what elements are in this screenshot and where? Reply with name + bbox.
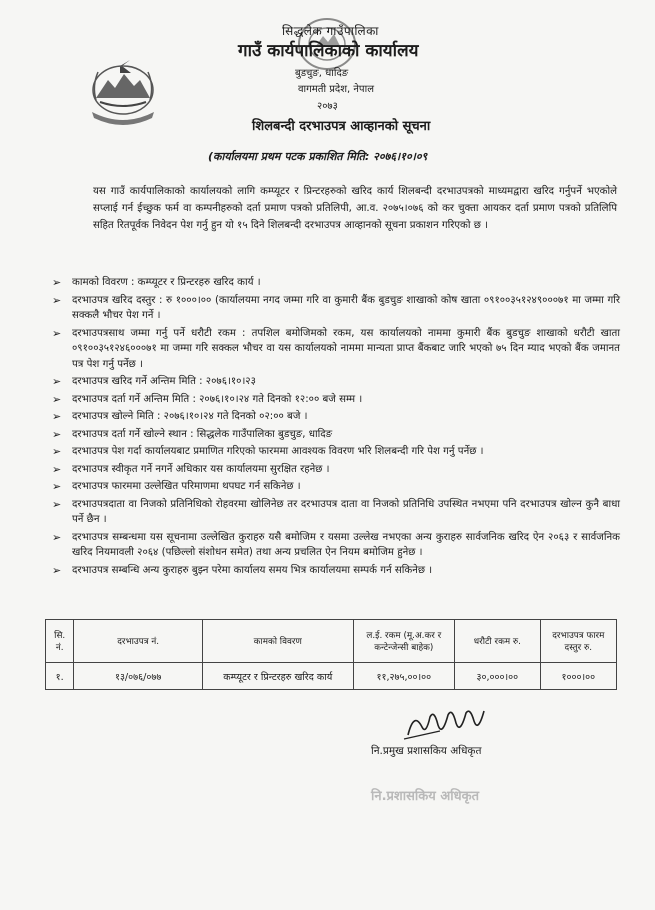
list-item: [50, 275, 620, 291]
list-item: [50, 462, 620, 478]
faded-stamp: नि.प्रशासकिय अधिकृत: [371, 789, 480, 804]
tender-table: [45, 619, 617, 690]
arrow-icon: ➢: [52, 293, 62, 307]
list-item: [50, 374, 620, 390]
arrow-icon: ➢: [52, 445, 62, 458]
nepal-emblem-icon: [82, 46, 164, 126]
list-item: [50, 497, 620, 528]
signatory-title: नि.प्रमुख प्रशासकिय अधिकृत: [371, 745, 482, 757]
arrow-icon: ➢: [52, 392, 62, 406]
table-header-row: [46, 620, 617, 663]
list-item: [50, 444, 620, 460]
arrow-icon: ➢: [52, 497, 62, 511]
list-item: [50, 427, 620, 443]
list-item-text: दरभाउपत्र स्वीकृत गर्ने नगर्ने अधिकार यस कार्यालयमा सुरक्षित रहनेछ ।: [72, 463, 330, 475]
cell-deposit: ३०,०००।००: [455, 663, 541, 690]
arrow-icon: ➢: [52, 462, 62, 476]
list-item: [50, 530, 620, 561]
list-item: [50, 326, 620, 373]
col-estimate: ल.ई. रकम (मू.अ.कर र कन्टेन्जेन्सी बाहेक): [353, 620, 454, 663]
office-location: बुडचुङ, धादिङ: [295, 68, 349, 79]
list-item-text: दरभाउपत्र खरिद गर्ने अन्तिम मिति : २०७६।१०।२३: [72, 376, 256, 387]
cell-description: कम्प्यूटर र प्रिन्टरहरु खरिद कार्य: [202, 663, 353, 690]
arrow-icon: ➢: [52, 276, 62, 289]
list-item-text: दरभाउपत्र दर्ता गर्ने खोल्ने स्थान : सिद्धलेक गाउँपालिका बुडचुङ, धादिङ: [72, 428, 333, 440]
establishment-year: २०७३: [317, 101, 338, 112]
list-item: [50, 479, 620, 495]
list-item-text: कामको विवरण : कम्प्यूटर र प्रिन्टरहरु खरिद कार्य ।: [72, 277, 261, 288]
intro-paragraph: यस गाउँ कार्यपालिकाको कार्यालयको लागि कम्प्यूटर र प्रिन्टरहरुको खरिद कार्य शिलबन्दी दरभाउपत्रको माध्यमद्वारा खरिद गर्नुपर्ने भएकोले सप्लाई गर्न ईच्छुक फर्म वा कम्पनीहरुको दर्ता प्रमाण पत्रको प्रतिलिपी, आ.व. २०७५।०७६ को कर चुक्ता आयकर दर्ता प्रमाण पत्रको प्रतिलिपि सहित रितपूर्वक निवेदन पेश गर्नु हुन यो १५ दिने शिलबन्दी दरभाउपत्र आव्हानको सूचना प्रकाशन गरिएको छ ।: [93, 186, 617, 231]
list-item-text: दरभाउपत्र सम्बन्धमा यस सूचनामा उल्लेखित कुराहरु यसै बमोजिम र यसमा उल्लेख नभएका अन्य कुराहरु सार्वजनिक खरिद ऐन २०६३ र सार्वजनिक खरिद नियमावली २०६४ (पछिल्लो संशोधन समेत) तथा अन्य प्रचलित ऐन नियम बमोजिम हुनेछ ।: [72, 531, 620, 558]
terms-list: [50, 275, 620, 580]
list-item-text: दरभाउपत्र खोल्ने मिति : २०७६।१०।२४ गते दिनको ०२:०० बजे ।: [72, 411, 308, 422]
cell-serial: १.: [46, 663, 74, 690]
list-item-text: दरभाउपत्र पेश गर्दा कार्यालयबाट प्रमाणित गरिएको फारममा आवश्यक विवरण भरि शिलबन्दी गरि पेश गर्नु पर्नेछ ।: [72, 446, 484, 457]
arrow-icon: ➢: [52, 530, 62, 544]
list-item-text: दरभाउपत्र खरिद दस्तुर : रु १०००।०० (कार्यालयमा नगद जम्मा गरि वा कुमारी बैंक बुडचुङ शाखाको कोष खाता ०९१००३५१२४९०००७१ मा जम्मा गरि सक्कलै भौचर पेश गर्ने ।: [72, 294, 620, 321]
publication-date: (कार्यालयमा प्रथम पटक प्रकाशित मिति: २०७६।१०।०९: [208, 150, 428, 163]
col-description: कामको विवरण: [202, 620, 353, 663]
arrow-icon: ➢: [52, 427, 62, 441]
table-row: [46, 663, 617, 690]
cell-tender-no: १३/०७६/०७७: [74, 663, 203, 690]
arrow-icon: ➢: [52, 480, 62, 493]
cell-fee: १०००।००: [540, 663, 616, 690]
list-item-text: दरभाउपत्रदाता वा निजको प्रतिनिधिको रोहवरमा खोलिनेछ तर दरभाउपत्र दाता वा निजको प्रतिनिधि उपस्थित नभएमा पनि दरभाउपत्र खोल्न कुनै बाधा पर्ने छैन ।: [72, 498, 620, 525]
col-serial: सि. नं.: [46, 620, 74, 663]
list-item-text: दरभाउपत्र सम्बन्धि अन्य कुराहरु बुझ्न परेमा कार्यालय समय भित्र कार्यालयमा सम्पर्क गर्न सकिनेछ ।: [72, 564, 433, 576]
col-fee: दरभाउपत्र फारम दस्तुर रु.: [540, 620, 616, 663]
arrow-icon: ➢: [52, 326, 62, 340]
office-province: वागमती प्रदेश, नेपाल: [298, 84, 374, 95]
office-name: गाउँ कार्यपालिकाको कार्यालय: [238, 41, 419, 61]
cell-estimate: ११,२७५,००।००: [353, 663, 454, 690]
list-item: [50, 563, 620, 579]
handwritten-signature-icon: [400, 705, 490, 745]
list-item-text: दरभाउपत्र दर्ता गर्ने अन्तिम मिति : २०७६।१०।२४ गते दिनको १२:०० बजे सम्म ।: [72, 393, 363, 405]
arrow-icon: ➢: [52, 410, 62, 423]
list-item: [50, 392, 620, 408]
list-item: [50, 293, 620, 324]
col-tender-no: दरभाउपत्र नं.: [74, 620, 203, 663]
list-item-text: दरभाउपत्र फारममा उल्लेखित परिमाणमा थपघट गर्न सकिनेछ ।: [72, 481, 301, 492]
list-item: [50, 409, 620, 425]
col-deposit: धरौटी रकम रु.: [455, 620, 541, 663]
list-item-text: दरभाउपत्रसाथ जम्मा गर्नु पर्ने धरौटी रकम : तपशिल बमोजिमको रकम, यस कार्यालयको नाममा कुमारी बैंक बुडचुङ शाखाको धरौटी खाता ०९१००३५१२४६०००७१ मा जम्मा गरि सक्कल भौचर वा यस कार्यालयको नाममा मान्यता प्राप्त बैंकबाट जारि भएको ७५ दिन म्याद भएको बैंक जमानत पत्र पेश गर्नु पर्नेछ ।: [72, 327, 620, 370]
notice-title: शिलबन्दी दरभाउपत्र आव्हानको सूचना: [252, 119, 431, 134]
arrow-icon: ➢: [52, 375, 62, 388]
municipality-name: सिद्धलेक गाउँपालिका: [282, 24, 379, 38]
arrow-icon: ➢: [52, 563, 62, 577]
